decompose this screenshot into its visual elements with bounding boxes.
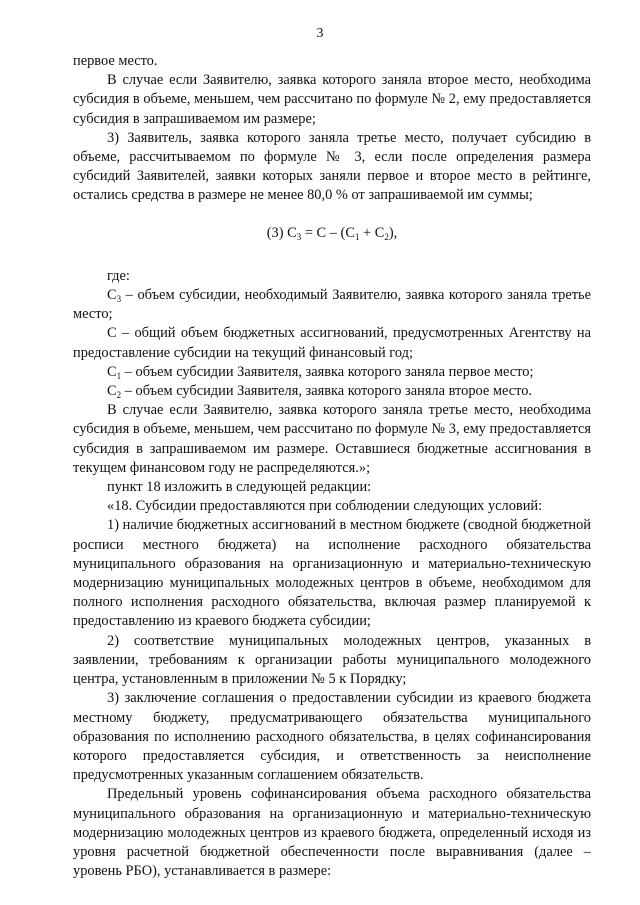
paragraph: Предельный уровень софинансирования объема расходного обязательства муниципального образования на организационную и материально-техническую модернизацию молодежных центров из краевого бюджета, определенный исходя из уровня расчетной бюджетной обеспеченности после выравнивания (далее – уровень РБО), устанавливается в размере: [73, 786, 591, 880]
paragraph: «18. Субсидии предоставляются при соблюдении следующих условий: [107, 498, 543, 515]
definition-symbol: C [107, 325, 117, 342]
paragraph: 2) соответствие муниципальных молодежных центров, указанных в заявлении, требованиям к организации работы муниципального молодежного центра, установленным в приложении № 5 к Порядку; [73, 632, 591, 688]
definition [73, 363, 591, 382]
document-body [73, 52, 591, 881]
definition-text: – объем субсидии Заявителя, заявка которого заняла второе место. [121, 383, 533, 400]
definition-text: – объем субсидии Заявителя, заявка которого заняла первое место; [121, 363, 534, 380]
paragraph: пункт 18 изложить в следующей редакции: [107, 479, 372, 496]
definition-symbol: C [107, 383, 117, 400]
formula-sub: 3 [296, 231, 302, 242]
formula-part: + C [359, 224, 385, 241]
definition-text: – объем субсидии, необходимый Заявителю, заявка которого заняла третье место; [73, 287, 591, 323]
definition-sub: 2 [116, 390, 122, 401]
paragraph: 1) наличие бюджетных ассигнований в местном бюджете (сводной бюджетной росписи местного бюджета) на исполнение расходного обязательства муниципального образования на организационную и материально-техническую модернизацию муниципальных молодежных центров в объеме, необходимом для полного исполнения расходного обязательства, включая размер планируемой к предоставлению из краевого бюджета субсидии; [73, 517, 591, 630]
formula-part: (3) C [266, 224, 297, 241]
formula-part: = C – (C [301, 224, 355, 241]
page-number: 3 [316, 26, 324, 41]
definition-text: – общий объем бюджетных ассигнований, предусмотренных Агентству на предоставление субсидии на текущий финансовый год; [73, 325, 591, 361]
definition-sub: 1 [116, 370, 122, 381]
formula-sub: 2 [384, 231, 389, 242]
definition-sub: 3 [116, 294, 122, 305]
paragraph: В случае если Заявителю, заявка которого заняла третье место, необходима субсидия в объеме, меньшем, чем рассчитано по формуле № 3, ему предоставляется субсидия в запрашиваемом им размере. Оставшиеся бюджетные ассигнования в текущем финансовом году не распределяются.»; [73, 402, 591, 476]
definition [73, 382, 591, 401]
formula [73, 224, 591, 243]
paragraph: В случае если Заявителю, заявка которого заняла второе место, необходима субсидия в объеме, меньшем, чем рассчитано по формуле № 2, ему предоставляется субсидия в запрашиваемом им размере; [73, 72, 591, 127]
paragraph: первое место. [73, 53, 158, 69]
where-label: где: [107, 267, 130, 284]
paragraph: 3) заключение соглашения о предоставлении субсидии из краевого бюджета местному бюджету, предусматривающего обязательства муниципального образования по исполнению расходного обязательства, в целях софинансирования которого предоставляется субсидия, и ответственность за неисполнение предусмотренных указанным соглашением обязательств. [73, 690, 591, 784]
definition-symbol: C [107, 363, 117, 380]
formula-sub: 1 [354, 231, 360, 242]
formula-part: ), [388, 224, 398, 241]
definition-symbol: C [107, 287, 117, 304]
paragraph: 3) Заявитель, заявка которого заняла третье место, получает субсидию в объеме, рассчитываемом по формуле № 3, если после определения размера субсидий Заявителей, заявки которых заняли первое и второе место в рейтинге, остались средства в размере не менее 80,0 % от запрашиваемой им суммы; [73, 129, 591, 204]
definition [73, 324, 591, 362]
definition [73, 286, 591, 324]
